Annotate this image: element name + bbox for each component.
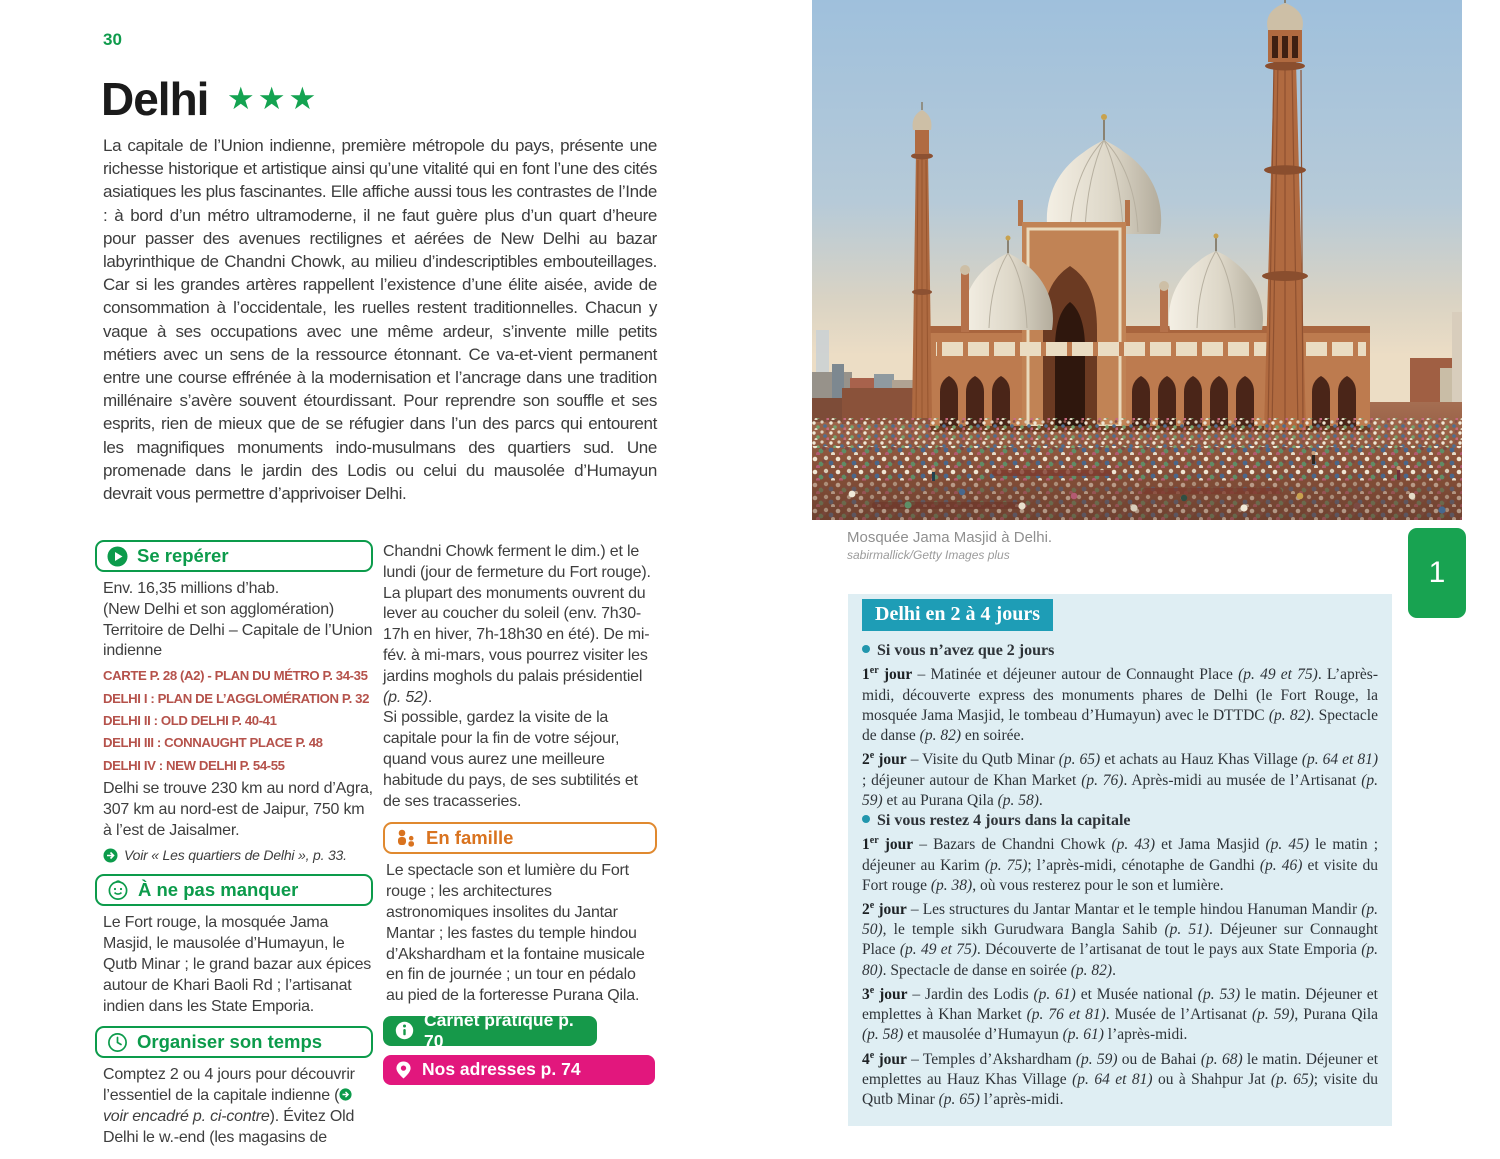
population-line: (New Delhi et son agglomération) — [103, 600, 335, 618]
jama-masjid-photo — [812, 0, 1462, 520]
smiley-face-icon — [107, 879, 129, 901]
chapter-tab[interactable]: 1 — [1408, 528, 1466, 618]
left-column — [95, 540, 373, 1149]
itinerary-subhead: Si vous restez 4 jours dans la capitale — [862, 811, 1378, 831]
page-title: Delhi — [101, 73, 209, 125]
organize-time-text: Comptez 2 ou 4 jours pour découvrir l’essentiel de la capitale indienne (voir encadré p. ci-contre). Évitez Old Delhi le w.-end (les magasins de — [103, 1066, 355, 1146]
nos-adresses-button[interactable]: Nos adresses p. 74 — [383, 1055, 655, 1085]
population-line: Env. 16,35 millions d’hab. — [103, 580, 279, 597]
itinerary-content — [848, 631, 1392, 1110]
distances-text: Delhi se trouve 230 km au nord d’Agra, 307 km au nord-est de Jaipur, 750 km à l’est de Jaisalmer. — [103, 780, 373, 839]
carnet-pratique-button[interactable]: Carnet pratique p. 70 — [383, 1016, 597, 1046]
section-header-a-ne-pas-manquer — [95, 874, 373, 906]
see-reference-icon — [103, 848, 118, 863]
map-reference-link[interactable]: DELHI III : CONNAUGHT PLACE P. 48 — [103, 735, 323, 751]
map-reference-link[interactable]: DELHI I : PLAN DE L’AGGLOMÉRATION P. 32 — [103, 690, 370, 706]
locate-play-icon — [107, 546, 128, 567]
itinerary-header: Delhi en 2 à 4 jours — [862, 599, 1053, 631]
map-pin-icon — [395, 1060, 412, 1080]
photo-caption: Mosquée Jama Masjid à Delhi. — [847, 529, 1053, 546]
page-title-row — [101, 72, 701, 126]
bullet-dot-icon — [862, 815, 870, 823]
itinerary-day: 1er jour – Bazars de Chandni Chowk (p. 43) et Jama Masjid (p. 45) le matin ; déjeuner au Karim (p. 75); l’après-midi, cénotaphe de Gandhi (p. 46) et visite du Fort rouge (p. 38), où vous resterez pour le son et lumière. — [862, 835, 1379, 894]
itinerary-box — [848, 594, 1392, 1126]
continuation-text: Chandni Chowk ferment le dim.) et le lundi (jour de fermeture du Fort rouge). La plupart des monuments ouvrent du lever au coucher du soleil (env. 7h30-17h en hiver, 7h-18h30 en été). De mi-fév. à mi-mars, vous pourrez visiter les jardins moghols du palais présidentiel (p. 52). — [383, 543, 651, 706]
family-icon — [395, 829, 417, 848]
info-icon — [395, 1021, 414, 1040]
page-number: 30 — [103, 30, 122, 49]
section-title: En famille — [426, 827, 514, 849]
map-reference-link[interactable]: CARTE P. 28 (A2) - PLAN DU MÉTRO P. 34-35 — [103, 668, 368, 684]
section-title: Se repérer — [137, 545, 229, 566]
see-also-line[interactable]: Voir « Les quartiers de Delhi », p. 33. — [103, 845, 373, 866]
middle-column — [383, 542, 657, 1085]
itinerary-day: 2e jour – Visite du Qutb Minar (p. 65) et achats au Hauz Khas Village (p. 64 et 81) ; déjeuner autour de Khan Market (p. 76). Après-midi au musée de l’Artisanat (p. 59) et au Purana Qila (p. 58). — [862, 750, 1379, 809]
bullet-dot-icon — [862, 645, 870, 653]
must-see-text: Le Fort rouge, la mosquée Jama Masjid, le mausolée d’Humayun, le Qutb Minar ; le grand bazar aux épices autour de Khari Baoli Rd ; l’artisanat indien dans les State Emporia. — [103, 914, 372, 1015]
itinerary-subhead: Si vous n’avez que 2 jours — [862, 641, 1378, 661]
itinerary-day: 1er jour – Matinée et déjeuner autour de Connaught Place (p. 49 et 75). L’après-midi, découverte express des monuments phares de Delhi (le Fort Rouge, la mosquée Jama Masjid, le tombeau d’Humayun) avec le DTTDC (p. 82). Spectacle de danse (p. 82) en soirée. — [862, 665, 1379, 744]
intro-paragraph: La capitale de l’Union indienne, première métropole du pays, présente une richesse historique et artistique ainsi qu’une vitalité qui en font l’une des cités asiatiques les plus fascinantes. Elle affiche aussi tous les contrastes de l’Inde : à bord d’un métro ultramoderne, il ne faut guère plus d’un quart d’heure pour passer des avenues rectilignes et aérées de New Delhi au bazar labyrinthique de Chandni Chowk, au milieu d’indescriptibles embouteillages. Car si les grandes artères rappellent l’existence d’une élite aisée, avide de consommation à l’occidentale, les ruelles restent traditionnelles. Chacun y vaque à ses occupations avec une même ardeur, s’invente mille petits métiers avec un sens de la ressource étonnant. Ce va-et-vient permanent entre une course effrénée à la modernisation et l’ancrage dans une tradition millénaire s’avère souvent étourdissant. Pour reprendre son souffle et ses esprits, rien de mieux que de se réfugier dans l’un des parcs qui entourent les magnifiques monuments indo-musulmans des quartiers sud. Une promenade dans le jardin des Lodis ou celui du mausolée d’Humayun devrait vous permettre d’apprivoiser Delhi. — [103, 136, 657, 504]
continuation-text: Si possible, gardez la visite de la capitale pour la fin de votre séjour, quand vous aurez une meilleure habitude du pays, de ses subtilités et de ses tracasseries. — [383, 709, 638, 810]
map-reference-link[interactable]: DELHI IV : NEW DELHI P. 54-55 — [103, 757, 285, 773]
rating-stars: ★★★ — [226, 81, 320, 116]
itinerary-day: 2e jour – Les structures du Jantar Mantar et le temple hindou Hanuman Mandir (p. 50), le temple sikh Gurudwara Bangla Sahib (p. 51). Déjeuner sur Connaught Place (p. 49 et 75). Découverte de l’artisanat de tout le pays aux State Emporia (p. 80). Spectacle de danse en soirée (p. 82). — [862, 899, 1379, 979]
see-reference-icon — [339, 1088, 352, 1101]
photo-credit: sabirmallick/Getty Images plus — [847, 548, 1010, 562]
territory-line: Territoire de Delhi – Capitale de l’Union indienne — [103, 621, 373, 660]
section-header-organiser-son-temps — [95, 1026, 373, 1058]
family-text: Le spectacle son et lumière du Fort rouge ; les architectures astronomiques insolites du Jantar Mantar ; les fastes du temple hindou d’Akshardham et la fontaine musicale en fin de journée ; un tour en pédalo au pied de la forteresse Purana Qila. — [386, 862, 645, 1005]
photo-caption-block — [847, 529, 1267, 562]
map-reference-link[interactable]: DELHI II : OLD DELHI P. 40-41 — [103, 713, 277, 728]
section-title: À ne pas manquer — [138, 879, 299, 901]
clock-icon — [107, 1032, 128, 1053]
itinerary-day: 4e jour – Temples d’Akshardham (p. 59) ou de Bahai (p. 68) le matin. Déjeuner et emplettes au Hauz Khas Village (p. 64 et 81) ou à Shahpur Jat (p. 65); visite du Qutb Minar (p. 65) l’après-midi. — [862, 1049, 1379, 1109]
section-title: Organiser son temps — [137, 1031, 323, 1053]
section-header-en-famille — [383, 822, 657, 854]
itinerary-day: 3e jour – Jardin des Lodis (p. 61) et Musée national (p. 53) le matin. Déjeuner et emplettes à Khan Market (p. 76 et 81). Musée de l’Artisanat (p. 59), Purana Qila (p. 58) et mausolée d’Humayun (p. 61) l’après-midi. — [862, 984, 1379, 1044]
section-header-se-reperer — [95, 540, 373, 572]
